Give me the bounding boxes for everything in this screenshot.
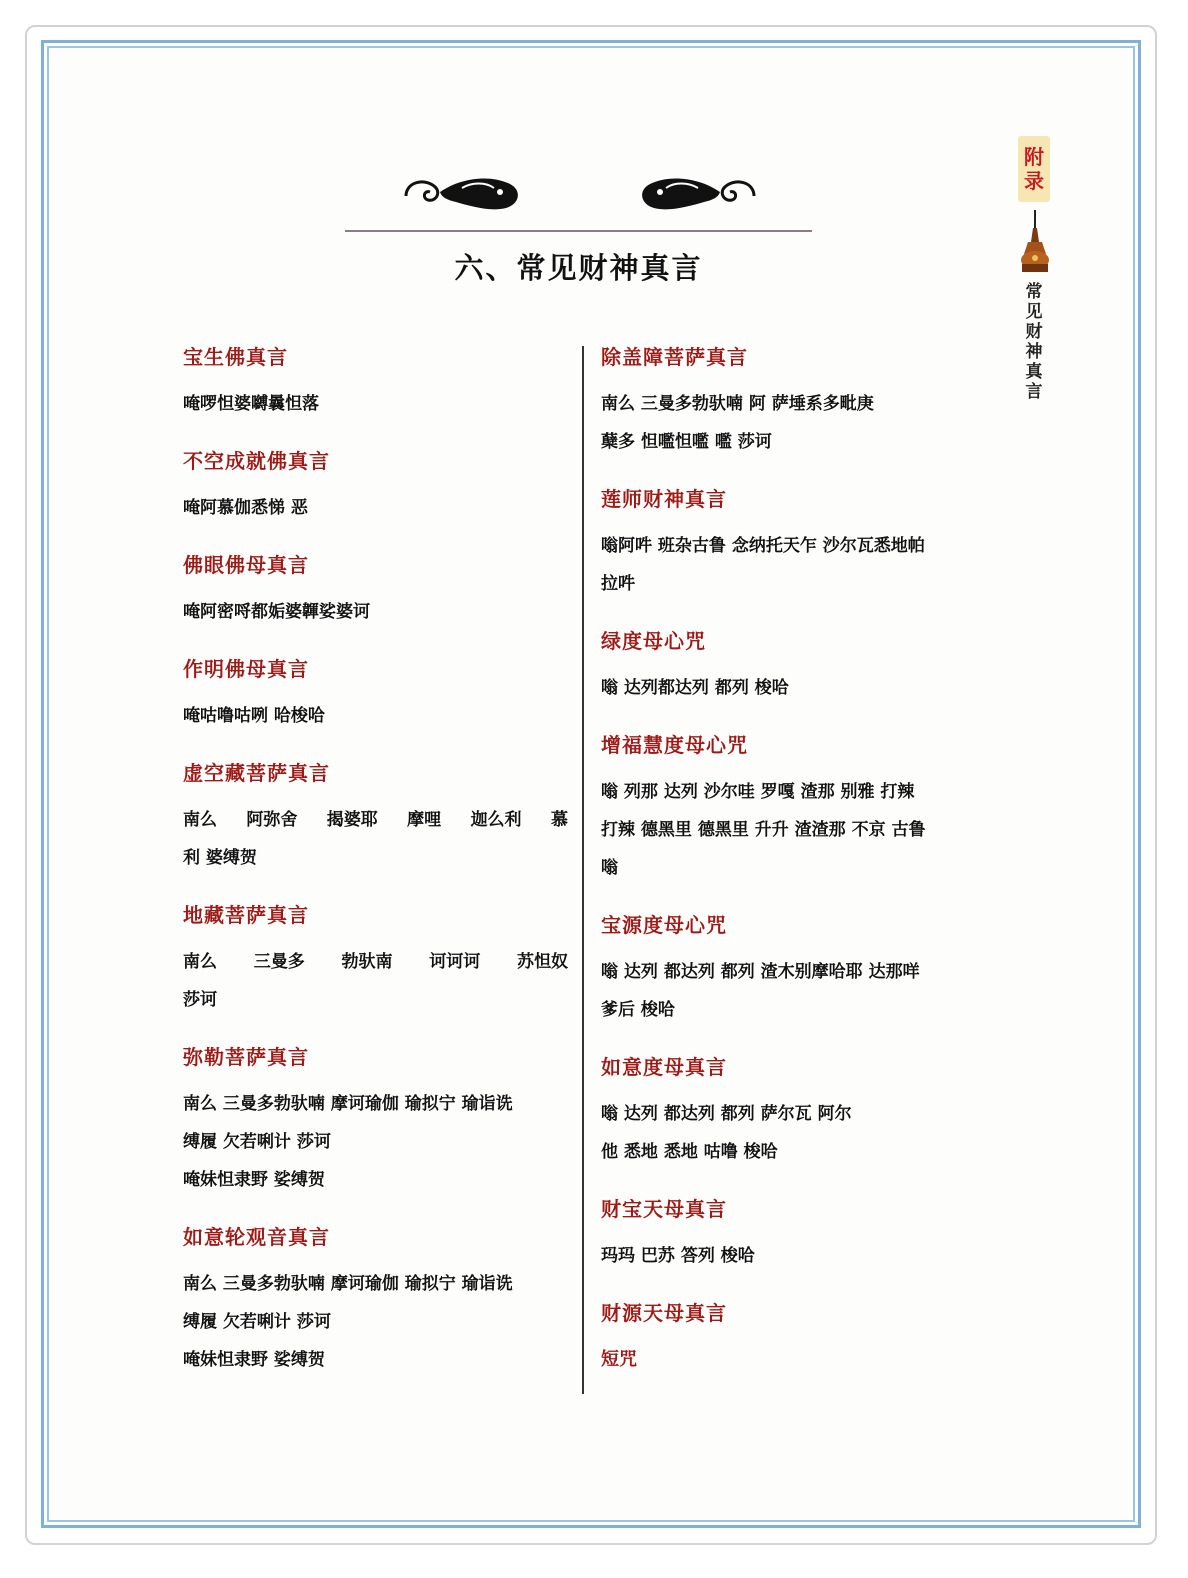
section-title: 增福慧度母心咒: [601, 733, 748, 757]
mantra-word: 迦么利: [470, 810, 522, 830]
mantra-line: 缚履 欠若唎计 莎诃: [183, 1132, 331, 1152]
pagoda-icon: [1016, 208, 1054, 274]
mantra-line: 打辣 德黑里 德黑里 升升 渣渣那 不京 古鲁: [601, 820, 926, 840]
side-char: 真: [1025, 362, 1043, 382]
mantra-line: 南么 三曼多勃驮喃 摩诃瑜伽 瑜拟宁 瑜诣诜: [183, 1274, 513, 1294]
sub-label: 短咒: [601, 1349, 637, 1370]
mantra-line: 唵咕噜咕咧 哈梭哈: [183, 706, 325, 726]
side-vertical-title: [1022, 282, 1046, 402]
mantra-line: 爹后 梭哈: [601, 1000, 675, 1020]
mantra-line: 唵妹怛隶野 娑缚贺: [183, 1350, 325, 1370]
mantra-word: 苏怛奴: [517, 952, 568, 972]
mantra-line: 拉吽: [601, 574, 635, 594]
mantra-word: 揭婆耶: [326, 810, 378, 830]
mantra-line: [183, 947, 568, 985]
mantra-line: 莎诃: [183, 990, 217, 1010]
mantra-line: 嗡: [601, 858, 618, 878]
section-title: 虚空藏菩萨真言: [183, 761, 330, 785]
mantra-line: 唵妹怛隶野 娑缚贺: [183, 1170, 325, 1190]
mantra-line: 唵啰怛婆嚩曩怛落: [183, 394, 319, 414]
right-column: [601, 342, 986, 1375]
section-title: 除盖障菩萨真言: [601, 345, 748, 369]
mantra-line: 南么 三曼多勃驮喃 阿 萨埵系多毗庚: [601, 394, 874, 414]
mantra-word: 南么: [183, 810, 217, 830]
mantra-line: 利 婆缚贺: [183, 848, 257, 868]
column-divider: [582, 346, 584, 1394]
mantra-word: 三曼多: [253, 952, 305, 972]
mantra-line: [183, 805, 568, 843]
section-title: 佛眼佛母真言: [183, 553, 309, 577]
left-column: [183, 342, 568, 1383]
mantra-line: 南么 三曼多勃驮喃 摩诃瑜伽 瑜拟宁 瑜诣诜: [183, 1094, 513, 1114]
section-title: 不空成就佛真言: [183, 449, 330, 473]
mantra-word: 诃诃诃: [429, 952, 481, 972]
header-rule: [345, 230, 812, 232]
mantra-word: 南么: [183, 952, 217, 972]
mantra-word: 勃驮南: [341, 952, 393, 972]
section-title: 财源天母真言: [601, 1301, 727, 1325]
mantra-line: 他 悉地 悉地 咕噜 梭哈: [601, 1142, 778, 1162]
section-title: 宝源度母心咒: [601, 913, 727, 937]
mantra-line: 嗡 达列都达列 都列 梭哈: [601, 678, 789, 698]
section-title: 绿度母心咒: [601, 629, 706, 653]
section-title: 如意度母真言: [601, 1055, 727, 1079]
section-title: 莲师财神真言: [601, 487, 727, 511]
appendix-tab-char-2: 录: [1024, 169, 1044, 193]
mantra-line: 嗡阿吽 班杂古鲁 念纳托天乍 沙尔瓦悉地帕: [601, 536, 925, 556]
mantra-line: 蘖多 怛嚂怛嚂 嚂 莎诃: [601, 432, 772, 452]
side-char: 言: [1025, 382, 1043, 402]
side-char: 财: [1025, 322, 1043, 342]
appendix-tab-char-1: 附: [1024, 145, 1044, 169]
section-title: 作明佛母真言: [183, 657, 309, 681]
mantra-line: 嗡 达列 都达列 都列 萨尔瓦 阿尔: [601, 1104, 852, 1124]
mantra-word: 慕: [550, 810, 568, 830]
mantra-line: 缚履 欠若唎计 莎诃: [183, 1312, 331, 1332]
section-title: 如意轮观音真言: [183, 1225, 330, 1249]
mantra-word: 阿弥舍: [246, 810, 298, 830]
mantra-line: 嗡 列那 达列 沙尔哇 罗嘎 渣那 别雅 打辣: [601, 782, 915, 802]
side-char: 见: [1025, 302, 1043, 322]
section-title: 宝生佛真言: [183, 345, 288, 369]
side-char: 常: [1025, 282, 1043, 302]
appendix-tab: [1018, 136, 1050, 202]
mantra-line: 唵阿密哷都姤婆韗娑婆诃: [183, 602, 370, 622]
mantra-line: 玛玛 巴苏 答列 梭哈: [601, 1246, 755, 1266]
mantra-word: 摩哩: [407, 810, 442, 830]
mantra-line: 嗡 达列 都达列 都列 渣木别摩哈耶 达那咩: [601, 962, 920, 982]
section-title: 地藏菩萨真言: [183, 903, 309, 927]
side-char: 神: [1025, 342, 1043, 362]
section-title: 财宝天母真言: [601, 1197, 727, 1221]
mantra-line: 唵阿慕伽悉悌 恶: [183, 498, 308, 518]
dragon-ornament-icon: [400, 170, 760, 222]
section-title: 弥勒菩萨真言: [183, 1045, 309, 1069]
page-title: 六、常见财神真言: [454, 251, 703, 285]
